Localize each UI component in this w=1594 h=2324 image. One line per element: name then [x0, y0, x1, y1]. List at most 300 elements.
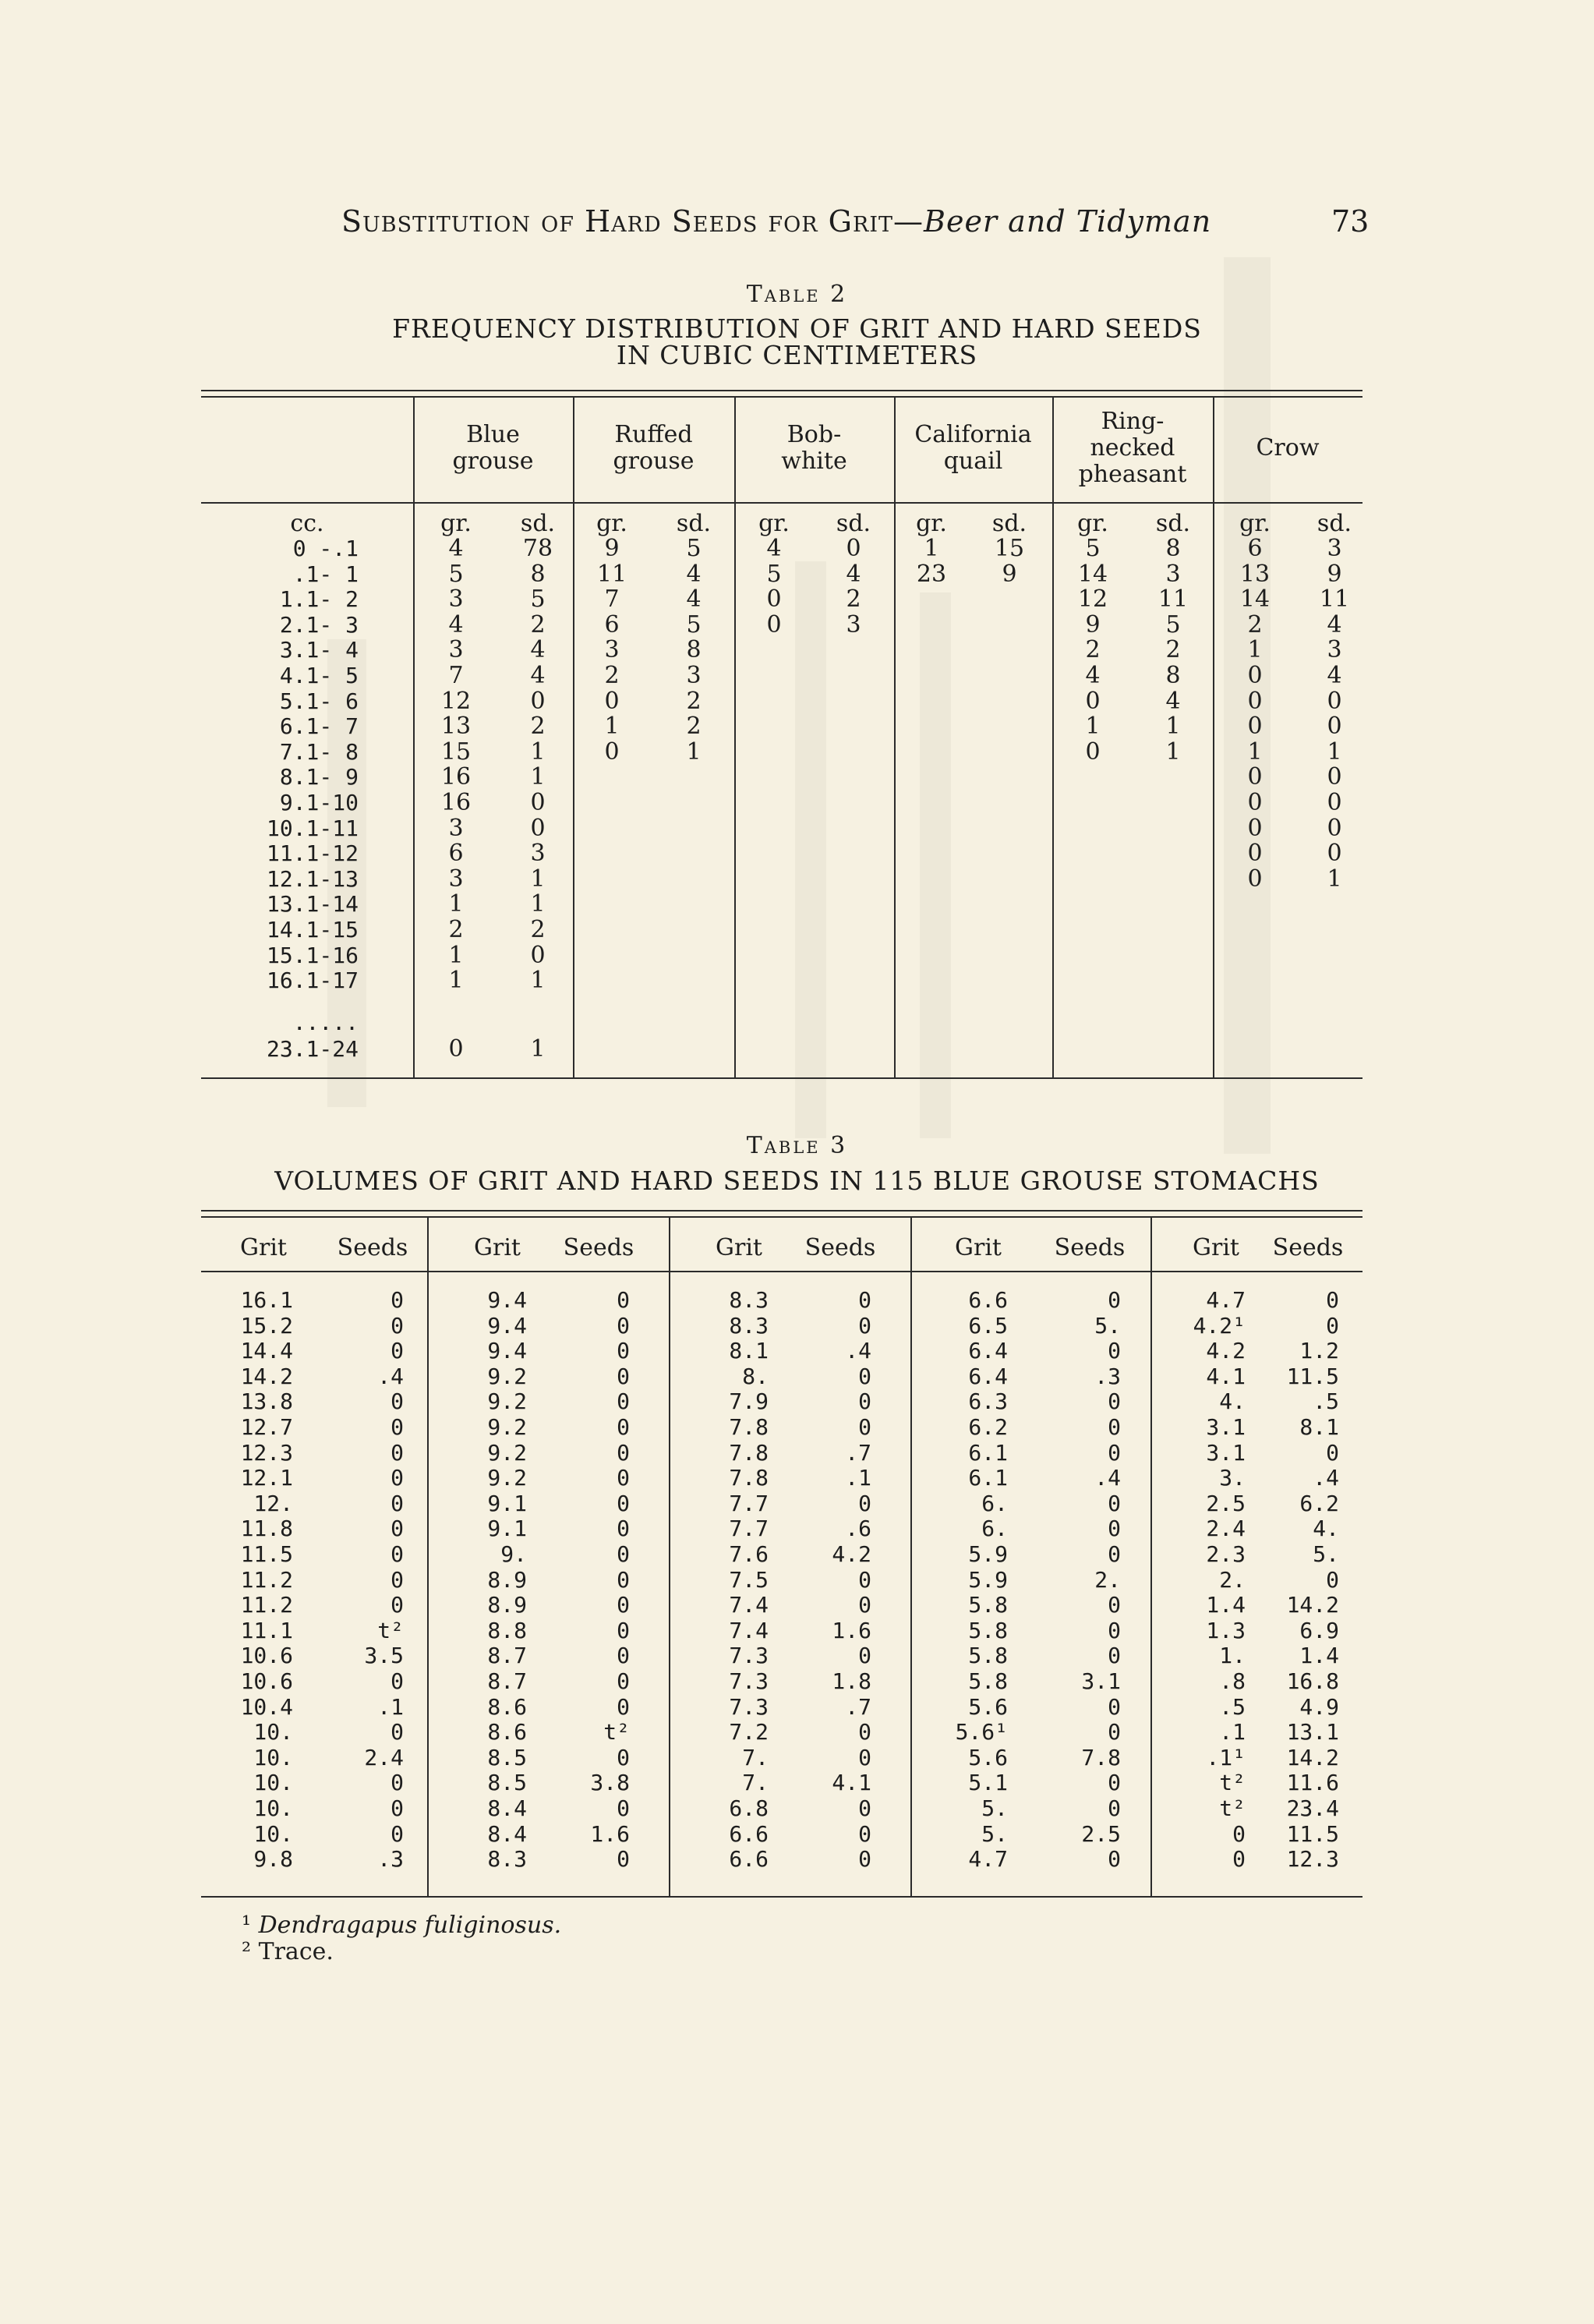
table3-seeds-value: 0 — [617, 1287, 630, 1313]
table3-seeds-value: 0 — [1108, 1770, 1121, 1796]
table3-grit-value: 14.2 — [240, 1363, 293, 1389]
table2-cell: 0 — [1327, 687, 1342, 715]
table3-seeds-value: 0 — [391, 1668, 404, 1694]
table3-grit-value: 4.1 — [1206, 1363, 1246, 1389]
table3-grit-value: t² — [1219, 1795, 1246, 1821]
table3-grit-value: 8.9 — [487, 1566, 527, 1593]
table3-seeds-value: 0 — [617, 1541, 630, 1567]
table2-cell: 3 — [448, 865, 464, 893]
table3-grit-value: 4.7 — [1206, 1287, 1246, 1313]
table2-cell: 3 — [846, 610, 861, 638]
table2-cell: 5 — [686, 610, 702, 638]
table3-seeds-value: 0 — [391, 1516, 404, 1542]
table2-cell: 4 — [1327, 662, 1342, 689]
table3-grit-value: 7.7 — [729, 1490, 769, 1516]
show-through-bar — [920, 592, 951, 1138]
table3-seeds-value: 0 — [858, 1287, 871, 1313]
table3-header-rule — [201, 1271, 1362, 1272]
table3-caption: Table 3 — [746, 1132, 848, 1159]
table3-column-rule — [669, 1218, 670, 1896]
table3-seeds-value: .3 — [1094, 1363, 1121, 1389]
table3-seeds-value: 0 — [858, 1744, 871, 1770]
table3-grit-value: 5. — [981, 1820, 1008, 1847]
table2-cell: 0 — [1247, 763, 1263, 791]
table3-seeds-value: 0 — [1326, 1566, 1339, 1593]
table2-subheader: sd. — [991, 510, 1027, 537]
table2-cell: 3 — [1327, 535, 1342, 562]
table3-seeds-value: 0 — [617, 1795, 630, 1821]
table2-cell: 2 — [686, 687, 702, 715]
table3-grit-value: 10.6 — [240, 1643, 293, 1669]
table2-cc-range: ..... — [292, 1010, 359, 1035]
running-head-title: Substitution of Hard Seeds for Grit— — [341, 204, 924, 239]
table2-cell: 8 — [530, 560, 546, 588]
table3-seeds-value: 0 — [1108, 1693, 1121, 1720]
table3-grit-value: 16.1 — [240, 1287, 293, 1313]
table3-grit-value: 5.9 — [968, 1541, 1008, 1567]
table3-seeds-value: 0 — [617, 1846, 630, 1873]
table2-cc-range: 13.1-14 — [266, 891, 359, 918]
table2-cell: 4 — [530, 636, 546, 664]
table2-cc-range: 10.1-11 — [266, 815, 359, 841]
table3-seeds-value: 0 — [391, 1287, 404, 1313]
table3-grit-header: Grit — [1193, 1234, 1239, 1261]
table3-seeds-value: 4.1 — [832, 1770, 871, 1796]
table2-subheader: gr. — [440, 510, 472, 537]
table3-seeds-value: 0 — [1326, 1287, 1339, 1313]
table3-grit-value: 8.3 — [729, 1312, 769, 1339]
table2-top-rule — [201, 390, 1362, 391]
table2-cc-range: 2.1- 3 — [279, 611, 359, 638]
table3-seeds-value: 0 — [617, 1414, 630, 1440]
table2-column-rule — [1213, 398, 1214, 1077]
table3-seeds-value: 0 — [1108, 1388, 1121, 1415]
table2-cell: 0 — [766, 610, 782, 638]
table3-grit-value: 5.1 — [968, 1770, 1008, 1796]
table2-cc-label: cc. — [290, 510, 324, 537]
table2-group-header: pheasant — [1078, 461, 1187, 488]
table3-grit-value: 12.1 — [240, 1465, 293, 1491]
table2-cell: 9 — [1002, 560, 1017, 588]
table2-cc-range: 5.1- 6 — [279, 688, 359, 714]
table3-grit-value: 3. — [1219, 1465, 1246, 1491]
table3-grit-value: 9.2 — [487, 1439, 527, 1466]
table3-seeds-value: .6 — [845, 1516, 871, 1542]
table3-grit-value: 12.7 — [240, 1414, 293, 1440]
table2-cell: 6 — [448, 840, 464, 868]
table2-group-header: Ring- — [1101, 408, 1165, 435]
table2-cell: 13 — [1239, 560, 1271, 588]
table2-cell: 4 — [766, 535, 782, 562]
table2-cell: 5 — [1085, 535, 1101, 562]
table3-seeds-value: 0 — [858, 1363, 871, 1389]
table2-cell: 1 — [530, 890, 546, 918]
table2-cell: 5 — [1165, 610, 1181, 638]
table3-seeds-value: 8.1 — [1299, 1414, 1339, 1440]
table3-seeds-value: 0 — [858, 1795, 871, 1821]
table2-cell: 0 — [1247, 789, 1263, 816]
table3-grit-value: 10. — [253, 1770, 293, 1796]
table2-cell: 3 — [530, 840, 546, 868]
table3-grit-value: 7.7 — [729, 1516, 769, 1542]
table3-seeds-value: 0 — [391, 1592, 404, 1618]
table3-grit-value: 2.5 — [1206, 1490, 1246, 1516]
table3-seeds-value: 4.2 — [832, 1541, 871, 1567]
table2-cell: 1 — [448, 967, 464, 995]
table3-grit-value: 0 — [1232, 1820, 1246, 1847]
table2-cell: 23 — [916, 560, 947, 588]
table3-grit-value: 6.4 — [968, 1363, 1008, 1389]
table3-seeds-value: 0 — [858, 1414, 871, 1440]
table3-seeds-value: 2.5 — [1081, 1820, 1121, 1847]
table3-grit-value: 11.1 — [240, 1617, 293, 1643]
table3-grit-value: 7.5 — [729, 1566, 769, 1593]
table3-grit-value: 8.8 — [487, 1617, 527, 1643]
table3-grit-value: 5.8 — [968, 1668, 1008, 1694]
table2-cell: 0 — [1327, 763, 1342, 791]
table2-cell: 2 — [686, 713, 702, 741]
table3-grit-value: 6.6 — [729, 1846, 769, 1873]
table3-grit-value: 14.4 — [240, 1338, 293, 1364]
table2-cell: 8 — [1165, 535, 1181, 562]
table2-cell: 15 — [994, 535, 1025, 562]
table3-grit-value: 6. — [981, 1516, 1008, 1542]
table2-cell: 16 — [440, 763, 472, 791]
table2-cell: 12 — [440, 687, 472, 715]
table2-cc-range: 1.1- 2 — [279, 586, 359, 613]
table3-seeds-value: 0 — [617, 1617, 630, 1643]
table2-cell: 1 — [530, 967, 546, 995]
table3-seeds-value: 0 — [391, 1338, 404, 1364]
table3-grit-value: 1. — [1219, 1643, 1246, 1669]
table3-seeds-value: 0 — [1108, 1795, 1121, 1821]
table3-grit-value: 8.6 — [487, 1719, 527, 1746]
table3-grit-value: 6.6 — [729, 1820, 769, 1847]
table3-seeds-value: 12.3 — [1286, 1846, 1339, 1873]
table3-grit-value: 8.9 — [487, 1592, 527, 1618]
table3-grit-value: .1 — [1219, 1719, 1246, 1746]
table2-group-header: Blue — [466, 421, 520, 448]
table3-grit-value: 9.8 — [253, 1846, 293, 1873]
table3-seeds-header: Seeds — [337, 1234, 408, 1261]
table3-seeds-value: .3 — [377, 1846, 404, 1873]
table3-grit-value: 13.8 — [240, 1388, 293, 1415]
table3-seeds-value: 6.9 — [1299, 1617, 1339, 1643]
table2-caption: Table 2 — [746, 281, 848, 308]
table3-seeds-value: 23.4 — [1286, 1795, 1339, 1821]
table3-grit-value: 6.5 — [968, 1312, 1008, 1339]
table3-grit-value: 8. — [742, 1363, 769, 1389]
table2-cell: 0 — [530, 941, 546, 969]
table3-seeds-value: .1 — [845, 1465, 871, 1491]
table3-seeds-value: 0 — [858, 1566, 871, 1593]
table2-cell: 1 — [1085, 713, 1101, 741]
table2-cell: 3 — [1327, 636, 1342, 664]
table2-cell: 0 — [1247, 814, 1263, 842]
footnote-2 — [242, 1938, 334, 1965]
table2-group-header: Crow — [1256, 434, 1320, 462]
table3-grit-value: 4. — [1219, 1388, 1246, 1415]
table2-cell: 4 — [1085, 662, 1101, 689]
table2-cell: 0 — [604, 738, 620, 766]
table3-grit-value: 6.8 — [729, 1795, 769, 1821]
table3-top-rule — [201, 1216, 1362, 1218]
table2-cc-range: 16.1-17 — [266, 967, 359, 994]
table3-seeds-value: 0 — [617, 1338, 630, 1364]
table2-subheader: gr. — [758, 510, 790, 537]
table2-cell: 2 — [1247, 610, 1263, 638]
table3-grit-value: 12.3 — [240, 1439, 293, 1466]
table2-cell: 6 — [604, 610, 620, 638]
table3-seeds-value: 0 — [1108, 1439, 1121, 1466]
table2-cell: 0 — [1247, 840, 1263, 868]
running-head-authors: Beer and Tidyman — [924, 204, 1212, 239]
table2-cell: 0 — [604, 687, 620, 715]
table3-seeds-value: 3.8 — [590, 1770, 630, 1796]
table3-grit-value: 5.9 — [968, 1566, 1008, 1593]
table2-cell: 2 — [604, 662, 620, 689]
table3-grit-value: 9.4 — [487, 1338, 527, 1364]
table2-cell: 1 — [530, 1035, 546, 1063]
table3-seeds-value: 0 — [391, 1414, 404, 1440]
table3-seeds-value: 0 — [1108, 1541, 1121, 1567]
table2-column-rule — [1052, 398, 1054, 1077]
table2-cell: 4 — [1327, 610, 1342, 638]
running-head — [341, 204, 1211, 239]
table3-seeds-value: 0 — [1108, 1617, 1121, 1643]
table3-grit-value: 7.3 — [729, 1693, 769, 1720]
table3-seeds-header: Seeds — [563, 1234, 634, 1261]
table3-seeds-value: 0 — [858, 1643, 871, 1669]
table3-column-rule — [1150, 1218, 1152, 1896]
table2-group-header: necked — [1090, 434, 1175, 462]
footnote-text: Dendragapus fuliginosus. — [258, 1912, 562, 1939]
table2-cell: 4 — [448, 610, 464, 638]
table3-grit-value: 11.5 — [240, 1541, 293, 1567]
table3-seeds-value: 0 — [391, 1795, 404, 1821]
table2-cell: 3 — [448, 814, 464, 842]
table3-seeds-value: 0 — [1326, 1439, 1339, 1466]
table3-grit-header: Grit — [716, 1234, 762, 1261]
table3-grit-value: 3.1 — [1206, 1414, 1246, 1440]
table3-seeds-value: 0 — [617, 1363, 630, 1389]
table3-top-rule — [201, 1210, 1362, 1212]
table3-grit-value: 8.1 — [729, 1338, 769, 1364]
table3-seeds-value: t² — [377, 1617, 404, 1643]
table3-grit-value: 4.2¹ — [1193, 1312, 1246, 1339]
table2-cell: 5 — [766, 560, 782, 588]
table3-grit-value: .8 — [1219, 1668, 1246, 1694]
table3-grit-value: 9.2 — [487, 1414, 527, 1440]
table3-grit-value: 3.1 — [1206, 1439, 1246, 1466]
table3-seeds-value: .7 — [845, 1693, 871, 1720]
table3-seeds-value: 0 — [391, 1541, 404, 1567]
table2-cell: 4 — [448, 535, 464, 562]
table3-seeds-value: .7 — [845, 1439, 871, 1466]
table3-seeds-value: t² — [603, 1719, 630, 1746]
table3-seeds-value: 0 — [391, 1490, 404, 1516]
table2-cc-range: 23.1-24 — [266, 1036, 359, 1062]
table3-seeds-value: 0 — [617, 1566, 630, 1593]
table3-grit-value: 8.7 — [487, 1668, 527, 1694]
table3-seeds-value: 16.8 — [1286, 1668, 1339, 1694]
table2-subheader: gr. — [1077, 510, 1108, 537]
table2-cell: 1 — [604, 713, 620, 741]
table3-seeds-value: 0 — [858, 1820, 871, 1847]
table2-cc-range: 8.1- 9 — [279, 764, 359, 791]
table3-seeds-value: 0 — [617, 1668, 630, 1694]
table2-group-header: white — [781, 447, 847, 475]
table2-cell: 1 — [1247, 738, 1263, 766]
table3-seeds-value: 0 — [858, 1719, 871, 1746]
table2-cell: 5 — [530, 585, 546, 614]
table3-grit-value: 7.4 — [729, 1592, 769, 1618]
table2-cc-range: 14.1-15 — [266, 917, 359, 943]
table2-cell: 1 — [530, 865, 546, 893]
table2-cc-range: 15.1-16 — [266, 942, 359, 968]
table3-grit-value: 5.8 — [968, 1592, 1008, 1618]
show-through-bar — [795, 561, 826, 1138]
table3-grit-value: 8.3 — [487, 1846, 527, 1873]
table3-grit-value: 1.3 — [1206, 1617, 1246, 1643]
table3-seeds-value: 1.2 — [1299, 1338, 1339, 1364]
table3-grit-value: 5. — [981, 1795, 1008, 1821]
table3-grit-value: 9.1 — [487, 1490, 527, 1516]
page-number: 73 — [1331, 204, 1370, 239]
table2-cell: 9 — [604, 535, 620, 562]
table3-grit-value: 7.8 — [729, 1465, 769, 1491]
table3-grit-value: 2.3 — [1206, 1541, 1246, 1567]
table2-cell: 9 — [1085, 610, 1101, 638]
table2-cc-range: 9.1-10 — [279, 790, 359, 815]
table2-cell: 2 — [448, 916, 464, 943]
table3-grit-value: 5.6 — [968, 1744, 1008, 1770]
table3-grit-value: 7.3 — [729, 1668, 769, 1694]
table2-cell: 8 — [686, 636, 702, 664]
table2-column-rule — [413, 398, 415, 1077]
table2-cc-range: 6.1- 7 — [279, 713, 359, 740]
table2-cell: 1 — [530, 763, 546, 791]
table3-grit-value: 7. — [742, 1744, 769, 1770]
table3-grit-value: 9.2 — [487, 1388, 527, 1415]
table3-grit-value: 7.4 — [729, 1617, 769, 1643]
table3-grit-value: 8.4 — [487, 1795, 527, 1821]
table3-grit-value: 7.2 — [729, 1719, 769, 1746]
table2-subheader: sd. — [1317, 510, 1352, 537]
table3-seeds-value: 0 — [1108, 1516, 1121, 1542]
table2-cell: 0 — [530, 687, 546, 715]
table3-grit-value: 10. — [253, 1820, 293, 1847]
table2-group-header: grouse — [613, 447, 695, 475]
table3-seeds-value: .4 — [845, 1338, 871, 1364]
table3-seeds-value: 0 — [391, 1770, 404, 1796]
table2-cell: 3 — [448, 585, 464, 614]
table3-grit-value: 7.8 — [729, 1414, 769, 1440]
table2-cell: 3 — [686, 662, 702, 689]
table3-grit-header: Grit — [240, 1234, 287, 1261]
table2-cell: 0 — [766, 585, 782, 614]
table3-grit-header: Grit — [474, 1234, 521, 1261]
table2-cell: 14 — [1077, 560, 1108, 588]
table3-grit-value: 8.5 — [487, 1770, 527, 1796]
table2-subheader: gr. — [1239, 510, 1271, 537]
table3-grit-value: 5.8 — [968, 1643, 1008, 1669]
table2-cell: 0 — [846, 535, 861, 562]
table3-seeds-value: 11.6 — [1286, 1770, 1339, 1796]
footnote-mark: ² — [242, 1938, 252, 1965]
table3-grit-value: 6.3 — [968, 1388, 1008, 1415]
table3-seeds-value: 0 — [1108, 1490, 1121, 1516]
table3-seeds-value: 4.9 — [1299, 1693, 1339, 1720]
table3-seeds-value: 0 — [391, 1312, 404, 1339]
table3-seeds-value: 0 — [1108, 1414, 1121, 1440]
table3-grit-value: 9.4 — [487, 1287, 527, 1313]
table2-column-rule — [573, 398, 574, 1077]
table2-group-header: quail — [943, 447, 1003, 475]
table2-cell: 14 — [1239, 585, 1271, 614]
table2-cell: 4 — [686, 560, 702, 588]
table3-seeds-value: 0 — [617, 1744, 630, 1770]
table2-group-header: Bob- — [786, 421, 842, 448]
table3-seeds-value: 0 — [1326, 1312, 1339, 1339]
table3-seeds-value: 0 — [391, 1566, 404, 1593]
table2-title-line2: IN CUBIC CENTIMETERS — [616, 340, 978, 370]
table2-cell: 78 — [522, 535, 553, 562]
table3-grit-value: .1¹ — [1206, 1744, 1246, 1770]
table2-cell: 1 — [448, 890, 464, 918]
table3-seeds-value: 0 — [858, 1388, 871, 1415]
table3-seeds-value: 1.8 — [832, 1668, 871, 1694]
table3-seeds-value: 0 — [1108, 1643, 1121, 1669]
table2-group-header: grouse — [452, 447, 534, 475]
table3-grit-value: 15.2 — [240, 1312, 293, 1339]
table3-seeds-value: 2.4 — [364, 1744, 404, 1770]
table3-grit-value: 7.8 — [729, 1439, 769, 1466]
table3-seeds-value: 7.8 — [1081, 1744, 1121, 1770]
table2-subheader: gr. — [916, 510, 947, 537]
table3-grit-value: 6.2 — [968, 1414, 1008, 1440]
table2-top-rule — [201, 396, 1362, 398]
table3-grit-value: 9.1 — [487, 1516, 527, 1542]
table2-cell: 0 — [1247, 687, 1263, 715]
table3-grit-value: 5.6¹ — [955, 1719, 1008, 1746]
table3-grit-value: 6.4 — [968, 1338, 1008, 1364]
table2-cell: 11 — [1158, 585, 1189, 614]
table2-cell: 11 — [596, 560, 627, 588]
table3-seeds-value: 0 — [391, 1719, 404, 1746]
table2-cell: 7 — [604, 585, 620, 614]
table2-cell: 0 — [530, 814, 546, 842]
table2-cell: 12 — [1077, 585, 1108, 614]
table2-cell: 1 — [686, 738, 702, 766]
table2-cell: 3 — [448, 636, 464, 664]
table3-seeds-value: 6.2 — [1299, 1490, 1339, 1516]
table3-seeds-value: 0 — [617, 1490, 630, 1516]
table3-title: VOLUMES OF GRIT AND HARD SEEDS IN 115 BLUE GROUSE STOMACHS — [274, 1166, 1320, 1196]
table2-cell: 16 — [440, 789, 472, 816]
table3-seeds-value: 0 — [1108, 1592, 1121, 1618]
table2-cell: 0 — [1327, 814, 1342, 842]
table3-grit-value: 6.1 — [968, 1439, 1008, 1466]
table3-grit-value: 10. — [253, 1719, 293, 1746]
table2-cell: 1 — [924, 535, 939, 562]
table2-title-line1: FREQUENCY DISTRIBUTION OF GRIT AND HARD SEEDS — [392, 313, 1202, 344]
table3-bottom-rule — [201, 1896, 1362, 1898]
table3-seeds-value: 3.5 — [364, 1643, 404, 1669]
table2-cc-range: 4.1- 5 — [279, 663, 359, 688]
table2-group-header: California — [914, 421, 1032, 448]
table3-column-rule — [910, 1218, 912, 1896]
